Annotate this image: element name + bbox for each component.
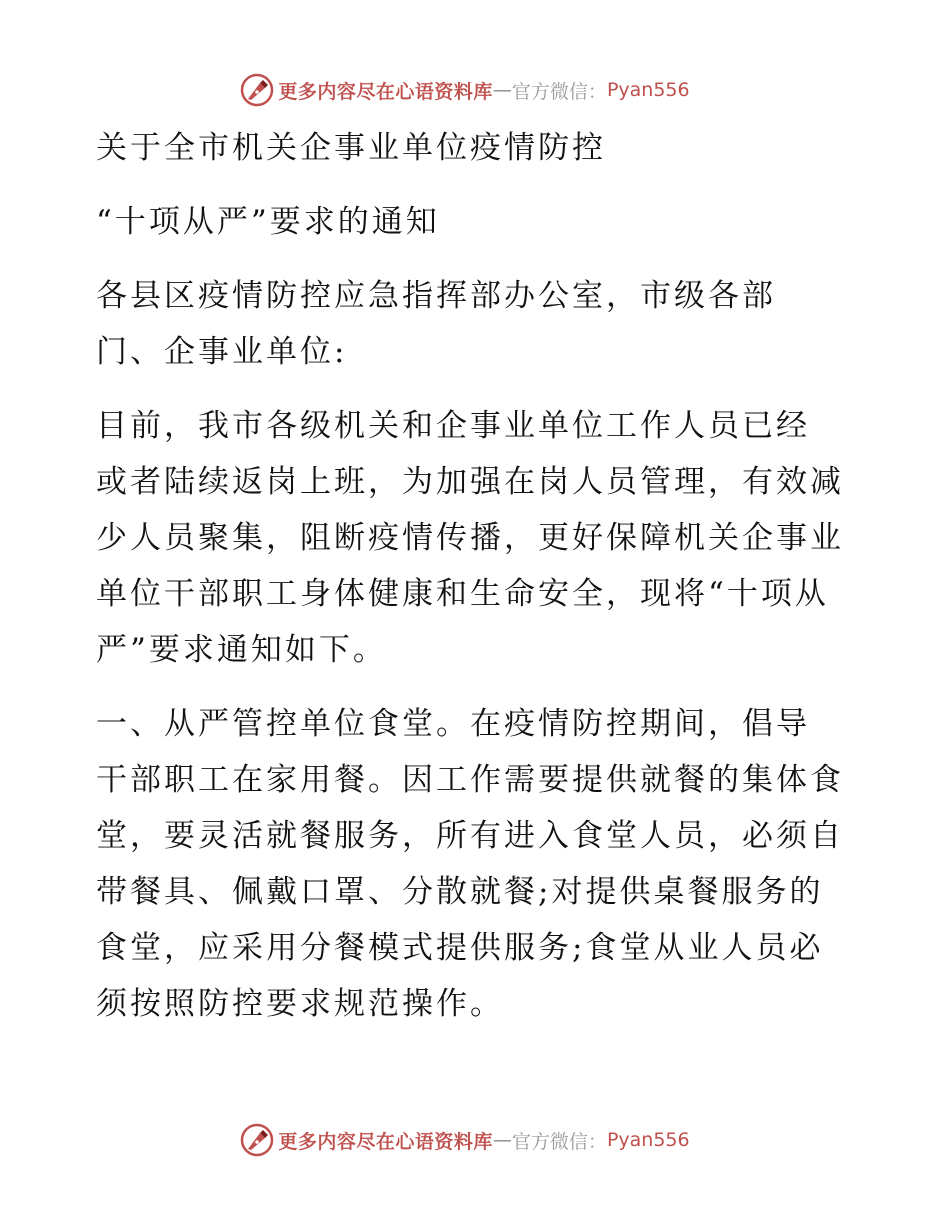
- paragraph-2: [96, 696, 856, 1032]
- watermark-group: [240, 1123, 689, 1157]
- paragraph-line: 带餐具、佩戴口罩、分散就餐;对提供桌餐服务的: [96, 874, 824, 910]
- watermark-wechat-label: 官方微信：: [511, 1130, 607, 1153]
- paragraph-line: 少人员聚集，阻断疫情传播，更好保障机关企事业: [96, 520, 844, 556]
- watermark-wechat-id: Pyan556: [606, 79, 690, 101]
- paragraph-1: [96, 398, 856, 678]
- pen-nib-logo-icon: [240, 73, 274, 107]
- paragraph-line: 一、从严管控单位食堂。在疫情防控期间，倡导: [96, 706, 810, 742]
- paragraph-line: 干部职工在家用餐。因工作需要提供就餐的集体食: [96, 762, 844, 798]
- watermark-separator: —: [492, 79, 512, 101]
- paragraph-line: 食堂，应采用分餐模式提供服务;食堂从业人员必: [96, 930, 824, 966]
- watermark-site-text: 更多内容尽在心语资料库: [278, 80, 493, 103]
- salutation-line-1: 各县区疫情防控应急指挥部办公室，市级各部: [96, 278, 776, 314]
- salutation-line-2: 门、企事业单位:: [96, 334, 348, 370]
- watermark-wechat-label: 官方微信：: [511, 80, 607, 103]
- title-line-2: “十项从严”要求的通知: [96, 204, 440, 240]
- paragraph-line: 堂，要灵活就餐服务，所有进入食堂人员，必须自: [96, 818, 844, 854]
- header-watermark: [0, 70, 950, 110]
- paragraph-line: 或者陆续返岗上班，为加强在岗人员管理，有效减: [96, 464, 844, 500]
- paragraph-line: 单位干部职工身体健康和生命安全，现将“十项从: [96, 576, 829, 612]
- watermark-site-text: 更多内容尽在心语资料库: [278, 1130, 493, 1153]
- paragraph-line: 须按照防控要求规范操作。: [96, 986, 504, 1022]
- paragraph-line: 严”要求通知如下。: [96, 632, 387, 668]
- title-line-1: 关于全市机关企事业单位疫情防控: [96, 130, 606, 166]
- paragraph-line: 目前，我市各级机关和企事业单位工作人员已经: [96, 408, 810, 444]
- pen-nib-logo-icon: [240, 1123, 274, 1157]
- watermark-group: [240, 73, 689, 107]
- footer-watermark: [0, 1120, 950, 1160]
- watermark-separator: —: [492, 1129, 512, 1151]
- document-body: [96, 120, 856, 1032]
- watermark-wechat-id: Pyan556: [606, 1129, 690, 1151]
